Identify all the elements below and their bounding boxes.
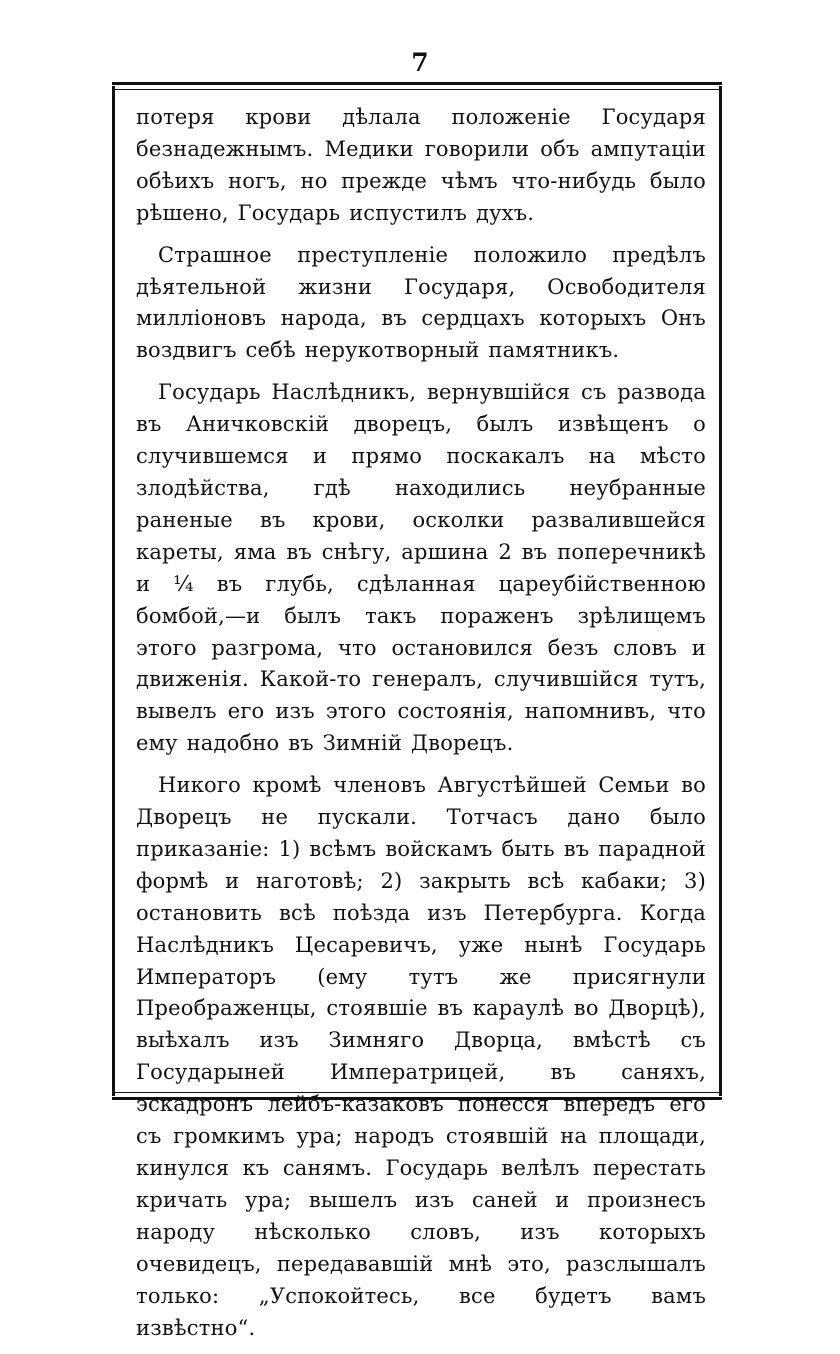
body-text: [136, 102, 706, 1354]
text-frame: [112, 82, 722, 1340]
paragraph-2: Страшное преступленie положило предѣлъ дѣятельной жизни Государя, Освободителя миллiоновъ народа, въ сердцахъ которыхъ Онъ воздвигъ себѣ нерукотворный памятникъ.: [136, 242, 706, 363]
left-border-rule: [112, 86, 115, 1096]
top-border-rule: [112, 82, 722, 85]
right-border-rule: [719, 86, 722, 1096]
paragraph-1: потеря крови дѣлала положенie Государя безнадежнымъ. Медики говорили объ ампутацiи обѣихъ ногъ, но прежде чѣмъ что-нибудь было рѣшено, Государь испустилъ духъ.: [136, 105, 706, 225]
paragraph-4: Никого кромѣ членовъ Августѣйшей Семьи во Дворецъ не пускали. Тотчасъ дано было приказанiе: 1) всѣмъ войскамъ быть въ парадной формѣ и наготовѣ; 2) закрыть всѣ кабаки; 3) остановить всѣ поѣзда изъ Петербурга. Когда Наслѣдникъ Цесаревичъ, уже нынѣ Государь Императоръ (ему тутъ же присягнули Преображенцы, стоявшiе въ караулѣ во Дворцѣ), выѣхалъ изъ Зимняго Дворца, вмѣстѣ съ Государыней Императрицей, въ саняхъ, эскадронъ лейбъ-казаковъ понесся впередъ его съ громкимъ ура; народъ стоявшiй на площади, кинулся къ санямъ. Государь велѣлъ перестать кричать ура; вышелъ изъ саней и произнесъ народу нѣсколько словъ, изъ которыхъ очевидецъ, передававшiй мнѣ это, разслышалъ только: „Успокойтесь, все будетъ вамъ извѣстно“.: [136, 773, 706, 1340]
paragraph-3: Государь Наслѣдникъ, вернувшiйся съ развода въ Аничковскiй дворецъ, былъ извѣщенъ о случившемся и прямо поскакалъ на мѣсто злодѣйства, гдѣ находились неубранные раненые въ крови, осколки развалившейся кареты, яма въ снѣгу, аршина 2 въ поперечникѣ и ¼ въ глубь, сдѣланная цареубiйственною бомбой,—и былъ такъ пораженъ зрѣлищемъ этого разгрома, что остановился безъ словъ и движенiя. Какой-то генералъ, случившiйся тутъ, вывелъ его изъ этого состоянiя, напомнивъ, что ему надобно въ Зимнiй Дворецъ.: [136, 380, 706, 756]
page-number: 7: [411, 48, 429, 77]
